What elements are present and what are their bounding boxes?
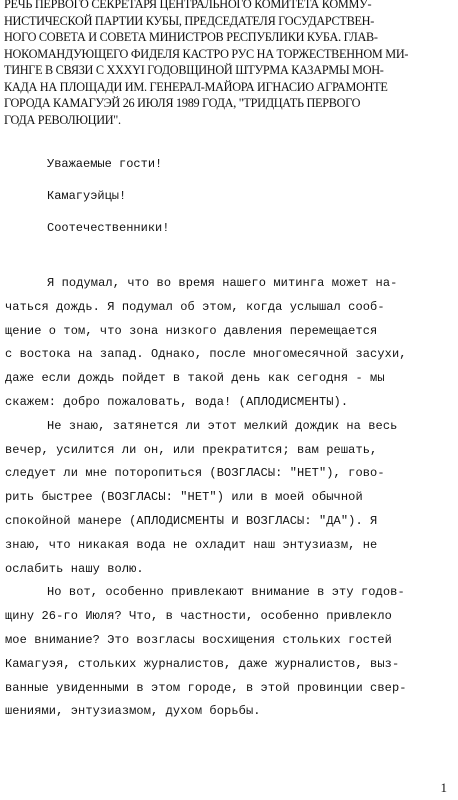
body-line: мое внимание? Это возгласы восхищения стольких гостей (5, 632, 392, 647)
body-line: даже если дождь пойдет в такой день как сегодня - мы (5, 371, 385, 386)
greetings-block (47, 156, 427, 252)
heading-line: НОГО СОВЕТА И СОВЕТА МИНИСТРОВ РЕСПУБЛИКИ КУБА. ГЛАВ- (4, 30, 378, 44)
body-line: ванные увиденными в этом городе, в этой провинции свер- (5, 680, 407, 695)
heading-line: НОКОМАНДУЮЩЕГО ФИДЕЛЯ КАСТРО РУС НА ТОРЖЕСТВЕННОМ МИ- (4, 46, 409, 61)
body-line: шениями, энтузиазмом, духом борьбы. (5, 704, 261, 719)
heading-line: ТИНГЕ В СВЯЗИ С XXXYI ГОДОВЩИНОЙ ШТУРМА КАЗАРМЫ МОН- (4, 63, 384, 77)
body-line: рить быстрее (ВОЗГЛАСЫ: "НЕТ") или в моей обычной (5, 490, 363, 505)
body-line: вечер, усилится ли он, или прекратится; вам решать, (5, 442, 378, 457)
heading-line: ГОРОДА КАМАГУЭЙ 26 ИЮЛЯ 1989 ГОДА, "ТРИДЦАТЬ ПЕРВОГО (4, 96, 361, 110)
body-line: следует ли мне поторопиться (ВОЗГЛАСЫ: "НЕТ"), гово- (5, 466, 385, 481)
page-number: 1 (440, 780, 447, 795)
heading-line: КАДА НА ПЛОЩАДИ ИМ. ГЕНЕРАЛ-МАЙОРА ИГНАСИО АГРАМОНТЕ (4, 79, 388, 94)
body-line: с востока на запад. Однако, после многомесячной засухи, (5, 347, 407, 362)
body-line: щение о том, что зона низкого давления перемещается (5, 323, 378, 338)
body-line: щину 26-го Июля? Что, в частности, особенно привлекло (5, 609, 392, 624)
speech-body (5, 272, 453, 724)
greeting-line: Уважаемые гости! (47, 157, 163, 171)
body-line: Камагуэя, стольких журналистов, даже журналистов, выз- (5, 656, 400, 671)
body-line: чаться дождь. Я подумал об этом, когда услышал сооб- (5, 299, 385, 314)
body-line: Не знаю, затянется ли этот мелкий дождик на весь (47, 418, 398, 433)
greeting-line: Соотечественники! (47, 221, 170, 235)
body-line: знаю, что никакая вода не охладит наш энтузиазм, не (5, 537, 378, 552)
heading-line: РЕЧЬ ПЕРВОГО СЕКРЕТАРЯ ЦЕНТРАЛЬНОГО КОМИТЕТА КОММУ- (4, 0, 372, 11)
body-line: Но вот, особенно привлекают внимание в эту годов- (47, 585, 405, 600)
heading-line: НИСТИЧЕСКОЙ ПАРТИИ КУБЫ, ПРЕДСЕДАТЕЛЯ ГОСУДАРСТВЕН- (4, 13, 375, 28)
greeting-line: Камагуэйцы! (47, 189, 127, 203)
heading-line: ГОДА РЕВОЛЮЦИИ". (4, 112, 121, 127)
body-line: Я подумал, что во время нашего митинга может на- (47, 276, 398, 290)
body-line: ослабить нашу волю. (5, 561, 144, 576)
body-line: спокойной манере (АПЛОДИСМЕНТЫ И ВОЗГЛАСЫ: "ДА"). Я (5, 513, 378, 528)
body-line: скажем: добро пожаловать, вода! (АПЛОДИСМЕНТЫ). (5, 394, 349, 409)
document-heading (4, 0, 445, 128)
